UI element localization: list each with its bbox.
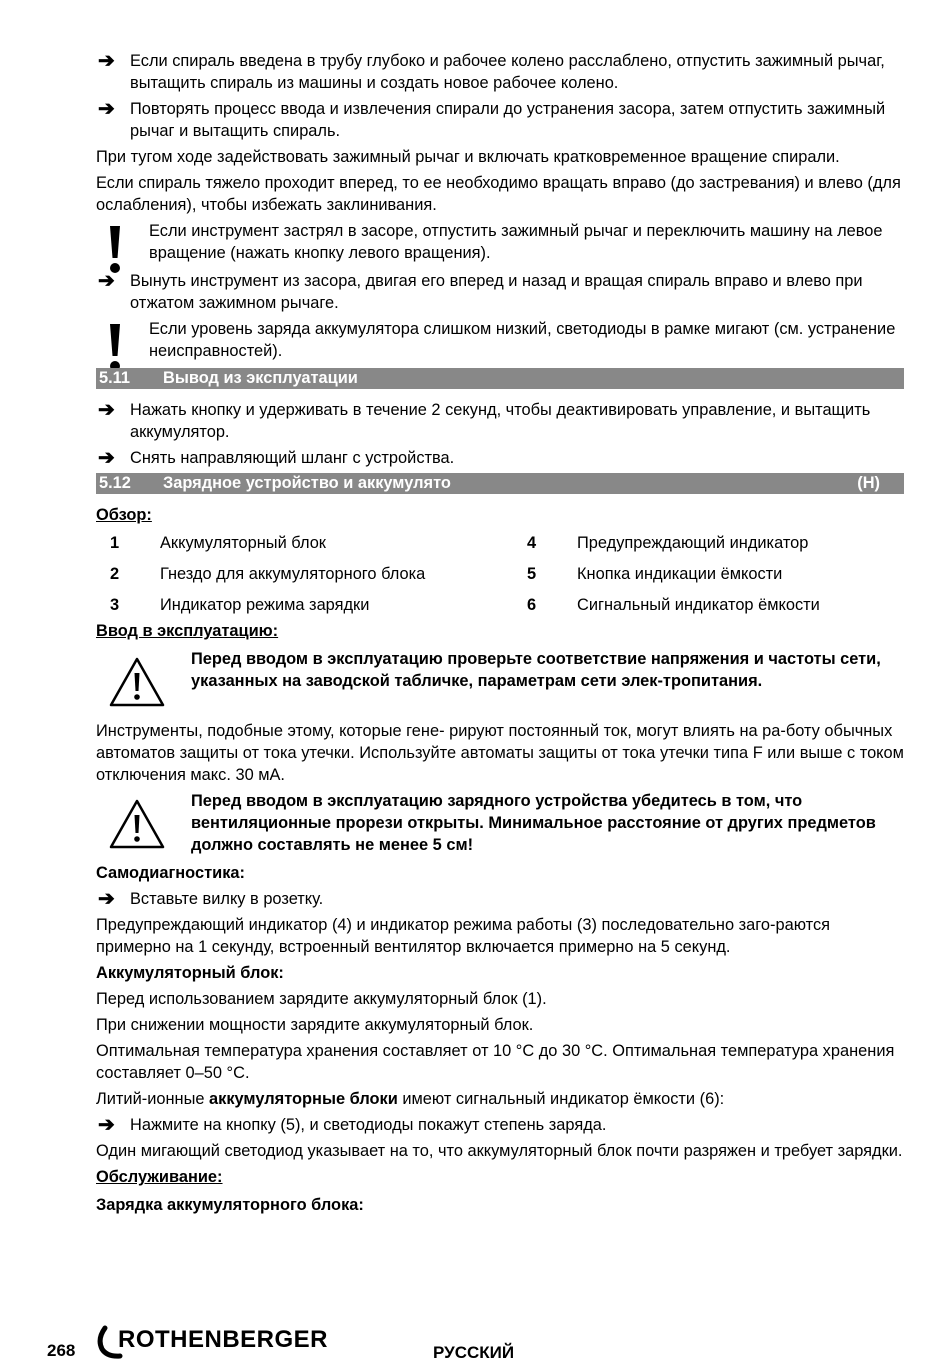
page-number: 268 [47,1341,76,1360]
commissioning-heading: Ввод в эксплуатацию: [96,622,279,640]
section-heading-5-11: 5.11 Вывод из эксплуатации [96,368,904,389]
legend-number: 3 [110,596,120,614]
instruction-step: ➔ Вынуть инструмент из засора, двигая его вперед и назад и вращая спираль вправо и влево при отжатом зажимном рычаге. [98,270,863,312]
paragraph: При тугом ходе задействовать зажимный рычаг и включать кратковременное вращение спирали. [96,148,840,166]
brand-logo: ROTHENBERGER [96,1325,346,1359]
paragraph: Перед использованием зарядите аккумуляторный блок (1). [96,990,547,1008]
exclamation-icon [108,322,122,372]
legend-number: 6 [527,596,537,614]
section-heading-5-12: 5.12 Зарядное устройство и аккумулято (H) [96,473,904,494]
arrow-icon: ➔ [98,447,115,469]
arrow-icon: ➔ [98,1114,115,1136]
legend-number: 1 [110,534,120,552]
paragraph: Один мигающий светодиод указывает на то, что аккумуляторный блок почти разряжен и требует зарядки. [96,1142,903,1160]
legend-label: Предупреждающий индикатор [577,534,809,552]
paragraph: Оптимальная температура хранения составляет от 10 °C до 30 °C. Оптимальная температура хранения составляет 0–50 °C. [96,1042,895,1082]
paragraph: Литий-ионные аккумуляторные блоки имеют сигнальный индикатор ёмкости (6): [96,1090,725,1108]
caution-block: Перед вводом в эксплуатацию проверьте соответствие напряжения и частоты сети, указанных на заводской табличке, параметрам сети элек-тропитания. [96,648,904,714]
instruction-step: ➔ Повторять процесс ввода и извлечения спирали до устранения засора, затем отпустить зажимный рычаг и вытащить спираль. [98,98,886,140]
instruction-step: ➔ Нажмите на кнопку (5), и светодиоды покажут степень заряда. [98,1114,607,1136]
legend-label: Сигнальный индикатор ёмкости [577,596,820,614]
warning-triangle-icon [108,798,166,850]
paragraph: Предупреждающий индикатор (4) и индикатор режима работы (3) последовательно заго-раются примерно на 1 секунду, встроенный вентилятор включается примерно на 5 секунд. [96,916,831,956]
arrow-icon: ➔ [98,50,115,72]
instruction-step: ➔ Вставьте вилку в розетку. [98,888,324,910]
arrow-icon: ➔ [98,399,115,421]
legend-label: Индикатор режима зарядки [160,596,370,614]
maintenance-heading: Обслуживание: [96,1168,223,1186]
legend-label: Аккумуляторный блок [160,534,326,552]
legend-number: 4 [527,534,537,552]
legend-number: 5 [527,565,537,583]
note-block: Если инструмент застрял в засоре, отпустить зажимный рычаг и переключить машину на левое вращение (нажать кнопку левого вращения). [96,220,904,264]
note-block: Если уровень заряда аккумулятора слишком низкий, светодиоды в рамке мигают (см. устранение неисправностей). [96,318,904,362]
overview-heading: Обзор: [96,506,152,524]
self-diagnosis-heading: Самодиагностика: [96,864,245,882]
parts-legend [96,532,904,616]
legend-number: 2 [110,565,120,583]
paragraph: Если спираль тяжело проходит вперед, то ее необходимо вращать вправо (до застревания) и влево (для ослабления), чтобы избежать заклинивания. [96,174,901,214]
arrow-icon: ➔ [98,888,115,910]
instruction-step: ➔ Снять направляющий шланг с устройства. [98,447,455,469]
paragraph: При снижении мощности зарядите аккумуляторный блок. [96,1016,534,1034]
legend-label: Кнопка индикации ёмкости [577,565,783,583]
arrow-icon: ➔ [98,98,115,120]
instruction-step: ➔ Нажать кнопку и удерживать в течение 2 секунд, чтобы деактивировать управление, и вытащить аккумулятор. [98,399,871,441]
instruction-step: ➔ Если спираль введена в трубу глубоко и рабочее колено расслаблено, отпустить зажимный рычаг, вытащить спираль из машины и создать новое рабочее колено. [98,50,885,92]
exclamation-icon [108,224,122,274]
language-label: РУССКИЙ [433,1343,515,1362]
paragraph: Инструменты, подобные этому, которые гене- рируют постоянный ток, могут влиять на ра-боту обычных автоматов защиты от тока утечки. Используйте автоматы защиты от тока утечки типа F или выше с током отключения макс. 30 мА. [96,722,904,784]
battery-heading: Аккумуляторный блок: [96,964,284,982]
charging-heading: Зарядка аккумуляторного блока: [96,1196,364,1214]
page-content [96,50,904,1220]
legend-label: Гнездо для аккумуляторного блока [160,565,426,583]
caution-block: Перед вводом в эксплуатацию зарядного устройства убедитесь в том, что вентиляционные прорези открыты. Минимальное расстояние от других предметов должно составлять не менее 5 см! [96,790,904,856]
arrow-icon: ➔ [98,270,115,292]
warning-triangle-icon [108,656,166,708]
